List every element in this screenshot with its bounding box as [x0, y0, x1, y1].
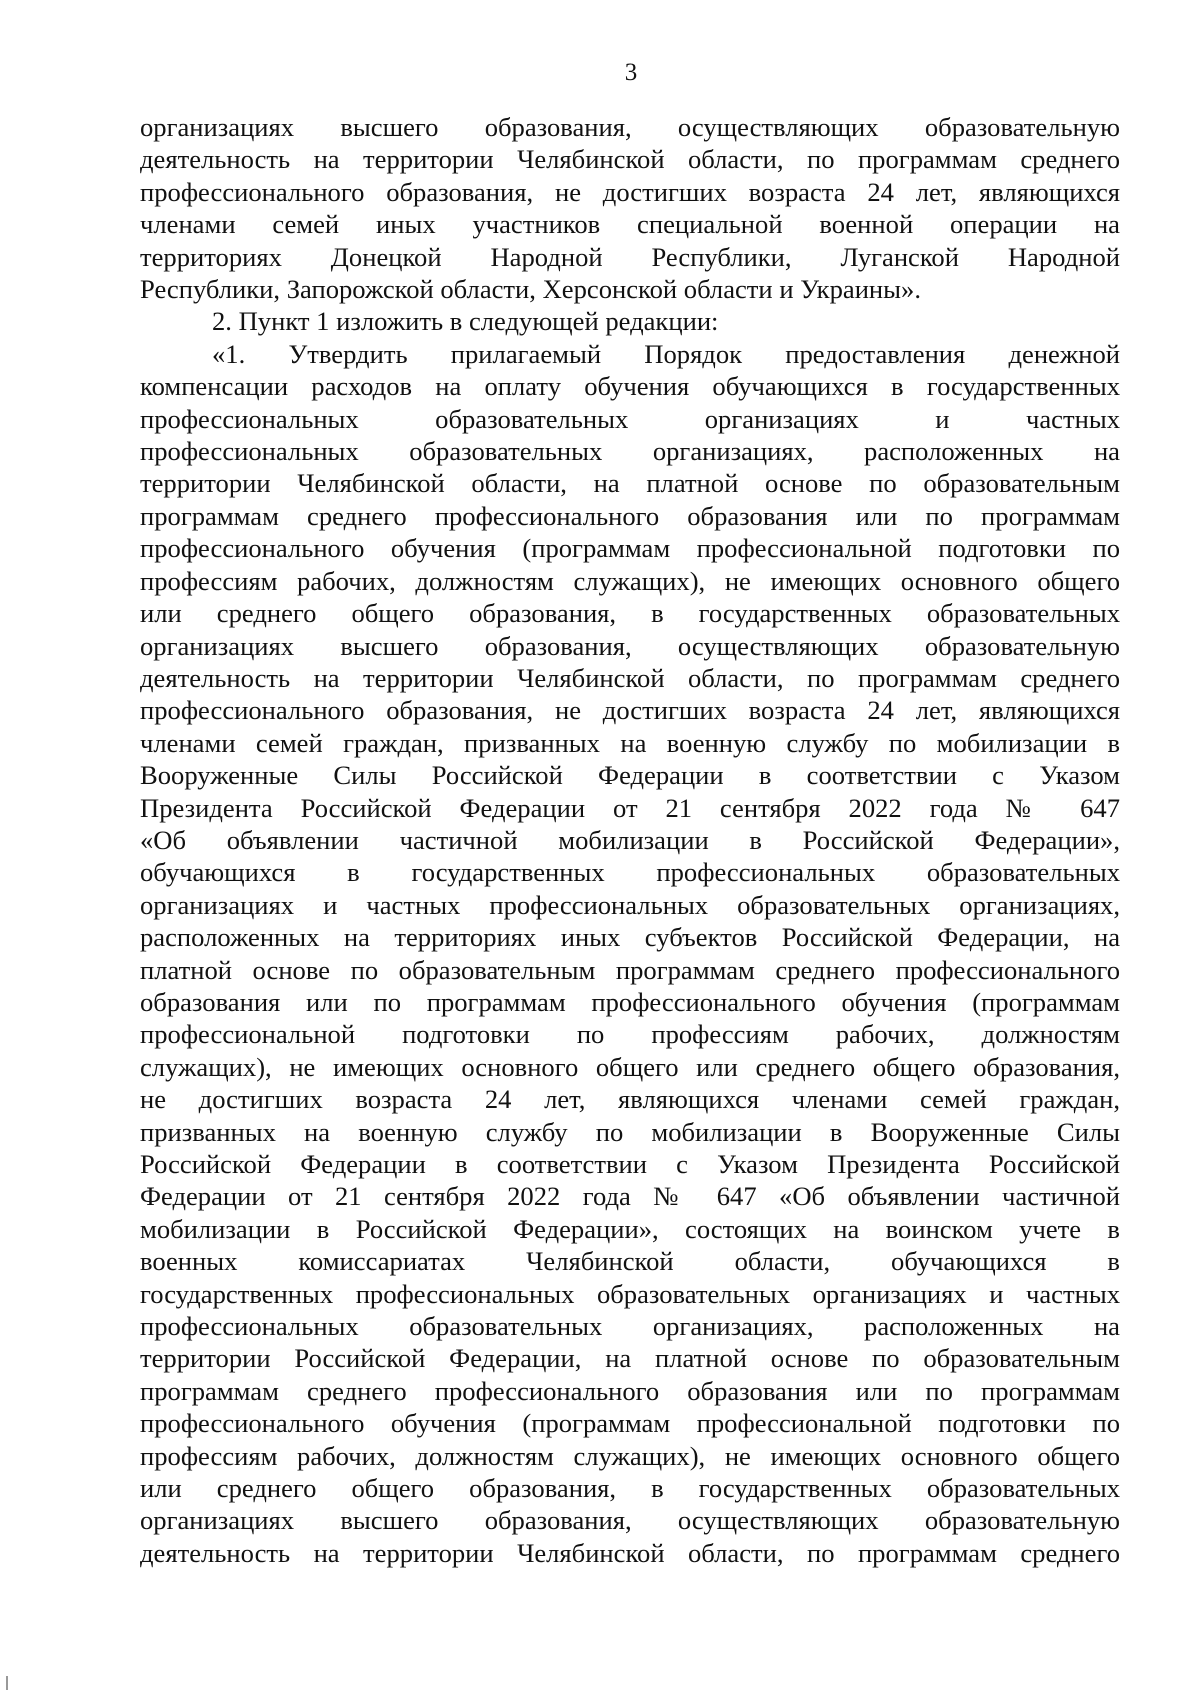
text-line: 2. Пункт 1 изложить в следующей редакции: — [212, 306, 719, 337]
text-line: или среднего общего образования, в государственных образовательных — [140, 598, 1120, 629]
text-line: Федерации от 21 сентября 2022 года № 647 «Об объявлении частичной — [140, 1181, 1120, 1212]
text-line: территории Российской Федерации, на платной основе по образовательным — [140, 1343, 1120, 1374]
text-line: программам среднего профессионального образования или по программам — [140, 1375, 1120, 1406]
text-line: образования или по программам профессионального обучения (программам — [140, 986, 1120, 1017]
scan-edge-mark — [6, 1676, 8, 1690]
text-line: профессиональных образовательных организациях, расположенных на — [140, 436, 1120, 467]
text-line: «1. Утвердить прилагаемый Порядок предоставления денежной — [212, 338, 1120, 369]
text-line: профессионального образования, не достигших возраста 24 лет, являющихся — [140, 695, 1120, 726]
text-line: обучающихся в государственных профессиональных образовательных — [140, 857, 1120, 888]
text-line: профессиональной подготовки по профессиям рабочих, должностям — [140, 1019, 1120, 1050]
text-line: мобилизации в Российской Федерации», состоящих на воинском учете в — [140, 1213, 1120, 1244]
text-line: Российской Федерации в соответствии с Указом Президента Российской — [140, 1149, 1120, 1179]
text-line: организациях и частных профессиональных образовательных организациях, — [140, 889, 1120, 920]
document-body — [140, 111, 1120, 1569]
paragraph-item-2 — [140, 305, 1120, 337]
text-line: профессионального обучения (программам профессиональной подготовки по — [140, 533, 1120, 564]
text-line: расположенных на территориях иных субъектов Российской Федерации, на — [140, 922, 1120, 953]
text-line: деятельность на территории Челябинской области, по программам среднего — [140, 144, 1120, 175]
text-line: профессиональных образовательных организациях и частных — [140, 403, 1120, 434]
text-line: деятельность на территории Челябинской области, по программам среднего — [140, 662, 1120, 693]
paragraph-continuation — [140, 111, 1120, 305]
text-line: организациях высшего образования, осуществляющих образовательную — [140, 1505, 1120, 1536]
text-line: профессиональных образовательных организациях, расположенных на — [140, 1311, 1120, 1342]
text-line: деятельность на территории Челябинской области, по программам среднего — [140, 1537, 1120, 1568]
text-line: «Об объявлении частичной мобилизации в Российской Федерации», — [140, 824, 1120, 855]
text-line: призванных на военную службу по мобилизации в Вооруженные Силы — [140, 1116, 1120, 1147]
text-line: профессиям рабочих, должностям служащих), не имеющих основного общего — [140, 565, 1120, 596]
text-line: членами семей граждан, призванных на военную службу по мобилизации в — [140, 727, 1120, 758]
text-line: организациях высшего образования, осуществляющих образовательную — [140, 630, 1120, 661]
text-line: профессионального образования, не достигших возраста 24 лет, являющихся — [140, 176, 1120, 207]
text-line: государственных профессиональных образовательных организациях и частных — [140, 1278, 1120, 1309]
text-line: профессиям рабочих, должностям служащих), не имеющих основного общего — [140, 1440, 1120, 1471]
text-line: или среднего общего образования, в государственных образовательных — [140, 1473, 1120, 1504]
text-line: платной основе по образовательным программам среднего профессионального — [140, 954, 1120, 985]
text-line: территориях Донецкой Народной Республики, Луганской Народной — [140, 241, 1120, 272]
text-line: служащих), не имеющих основного общего или среднего общего образования, — [140, 1051, 1120, 1082]
text-line: организациях высшего образования, осуществляющих образовательную — [140, 112, 1120, 142]
text-line: членами семей иных участников специальной военной операции на — [140, 209, 1120, 240]
text-line: профессионального обучения (программам профессиональной подготовки по — [140, 1408, 1120, 1439]
text-line: Вооруженные Силы Российской Федерации в соответствии с Указом — [140, 760, 1120, 791]
text-line: военных комиссариатах Челябинской области, обучающихся в — [140, 1246, 1120, 1277]
text-line: компенсации расходов на оплату обучения обучающихся в государственных — [140, 371, 1120, 402]
text-line: не достигших возраста 24 лет, являющихся членами семей граждан, — [140, 1084, 1120, 1115]
text-line: территории Челябинской области, на платной основе по образовательным — [140, 468, 1120, 499]
text-line: Президента Российской Федерации от 21 сентября 2022 года № 647 — [140, 792, 1120, 823]
page-number: 3 — [624, 59, 638, 86]
text-line: программам среднего профессионального образования или по программам — [140, 500, 1120, 531]
paragraph-item-1-quote — [140, 338, 1120, 1569]
text-line: Республики, Запорожской области, Херсонской области и Украины». — [140, 274, 921, 305]
